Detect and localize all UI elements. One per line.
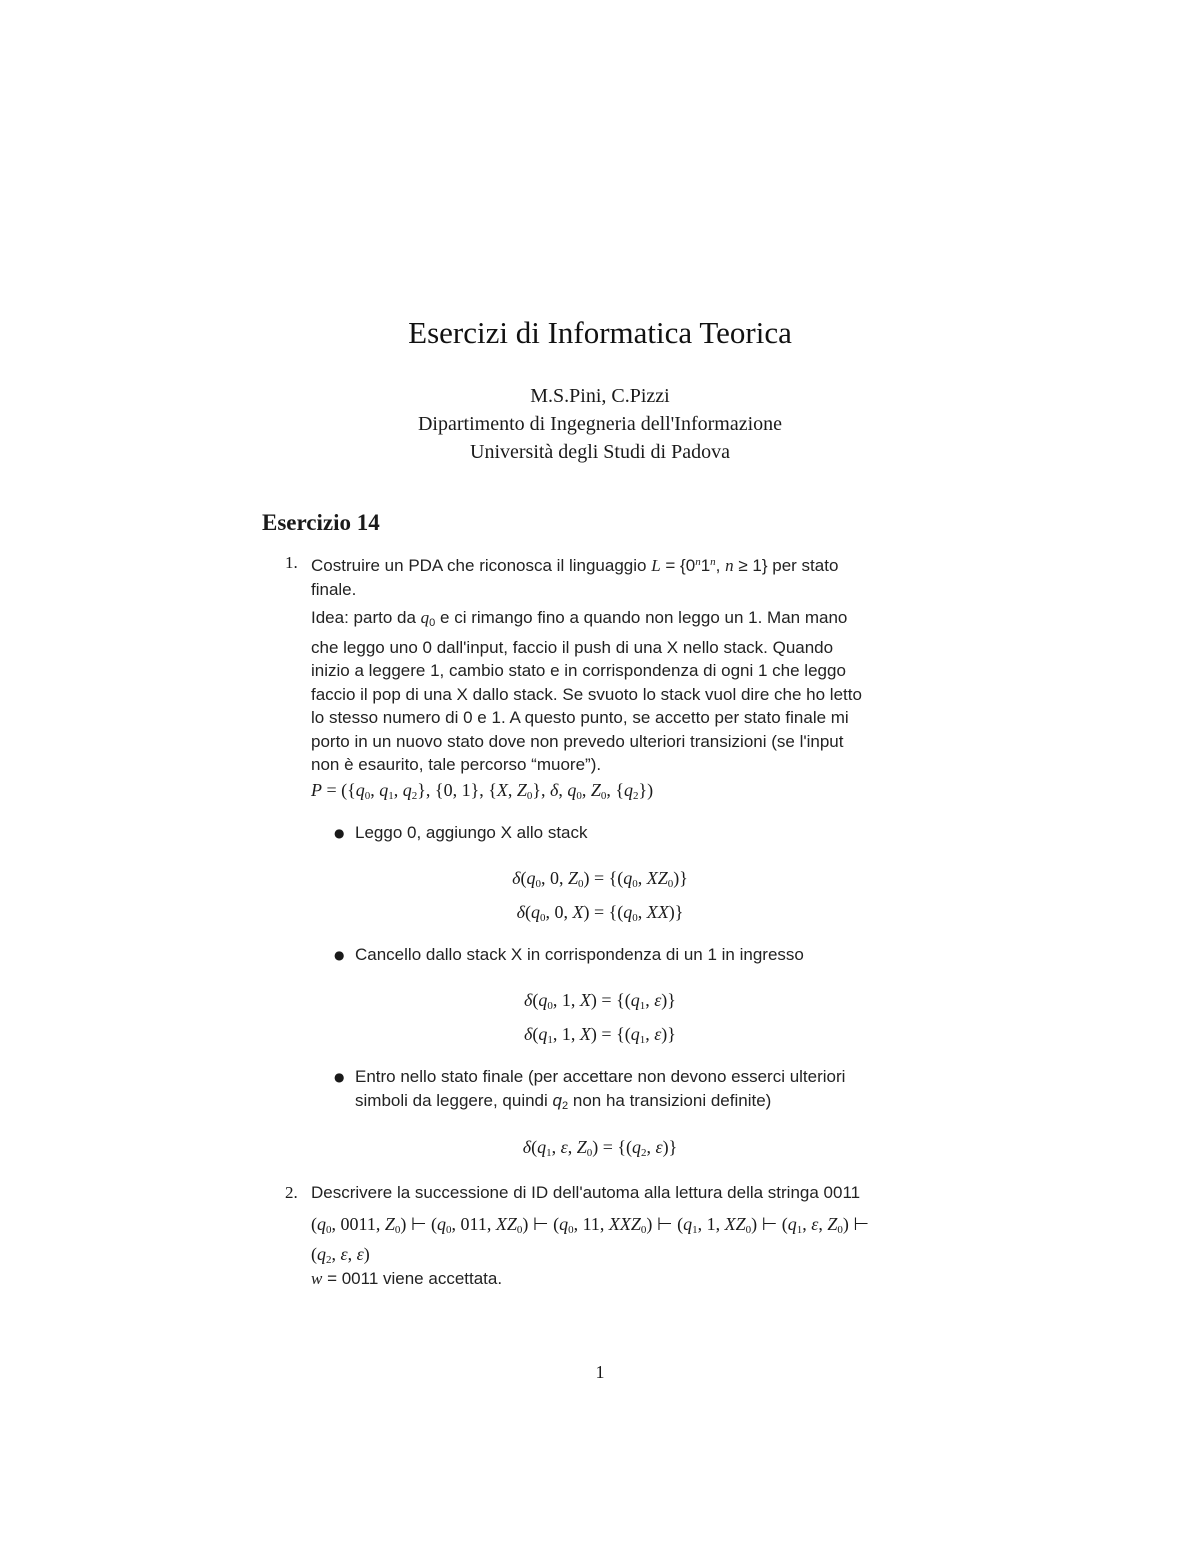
equation: $\delta(q_0$, 1, $X) = \{(q_1$, ε)}	[524, 990, 676, 1012]
paper-title: Esercizi di Informatica Teorica	[408, 315, 792, 350]
bullet-text-1: Leggo 0, aggiungo X allo stack	[355, 823, 588, 842]
item1-statement-a: Costruire un PDA che riconosca il linguaggio	[311, 556, 647, 575]
bullet-icon: ●	[334, 948, 345, 962]
authors: M.S.Pini, C.Pizzi	[530, 385, 670, 407]
section-heading: Esercizio 14	[262, 510, 380, 535]
university: Università degli Studi di Padova	[470, 441, 730, 463]
equation: $\delta(q_1$, 1, $X) = \{(q_1$, ε)}	[524, 1024, 676, 1046]
item2-statement: Descrivere la successione di ID dell'automa alla lettura della stringa 0011	[311, 1183, 861, 1202]
acceptance-line: w = 0011 viene accettata.	[311, 1269, 503, 1288]
pda-definition: $P = (\{q_0$, $q_1$, $q_2$}, {0, 1}, {X, $Z_0$}, δ, $q_0$, $Z_0$, $\{q_2\}$)	[311, 780, 654, 802]
idea-line: porto in un nuovo stato dove non prevedo ulteriori transizioni (se l'input	[311, 731, 844, 751]
item-number-2: 2.	[285, 1183, 298, 1202]
idea-line: che leggo uno 0 dall'input, faccio il push di una X nello stack. Quando	[311, 637, 834, 657]
bullet-text-2: Cancello dallo stack X in corrispondenza di un 1 in ingresso	[355, 945, 804, 964]
idea-line: faccio il pop di una X dallo stack. Se svuoto lo stack vuol dire che ho letto	[311, 684, 862, 704]
idea-line: inizio a leggere 1, cambio stato e in corrispondenza di ogni 1 che leggo	[311, 661, 846, 680]
bullet3-line1: Entro nello stato finale (per accettare non devono esserci ulteriori	[355, 1067, 846, 1086]
idea-first-a: Idea: parto da	[311, 608, 416, 627]
equation: $\delta(q_0$, 0, $X) = \{(q_0$, XX)}	[516, 902, 684, 924]
bullet-icon: ●	[334, 826, 345, 840]
item-number-1: 1.	[285, 553, 298, 572]
page-number: 1	[595, 1362, 605, 1382]
idea-paragraph: Idea: parto da $q_0$ e ci rimango fino a quando non leggo un 1. Man mano che leggo uno 0 dall'input, faccio il push di una X nello stack. Quando inizio a leggere 1, cambio stato e in corrispondenza di ogni 1 che leggo faccio il pop di una X dallo stack. Se svuoto lo stack vuol dire che ho letto lo stesso numero di 0 e 1. A questo punto, se accetto per stato finale mi porto in un nuovo stato dove non prevedo ulteriori transizioni (se l'input non è esaurito, tale percorso “muore”).	[311, 608, 862, 774]
bullet-icon: ●	[334, 1070, 345, 1084]
item1-statement-c: finale.	[311, 579, 357, 599]
equation: $\delta(q_0$, 0, $Z_0) = \{(q_0$, $XZ_0$)}	[512, 868, 688, 890]
acceptance-text: viene accettata.	[383, 1269, 503, 1288]
idea-line: lo stesso numero di 0 e 1. A questo punto, se accetto per stato finale mi	[311, 708, 849, 727]
idea-line: non è esaurito, tale percorso “muore”).	[311, 755, 602, 774]
department: Dipartimento di Ingegneria dell'Informazione	[417, 413, 783, 435]
bullet3-line2-b: non ha transizioni definite)	[572, 1090, 772, 1110]
item1-statement: Costruire un PDA che riconosca il linguaggio $L = \{0^n1^n$, n ≥ 1} per stato finale.	[311, 556, 839, 599]
idea-first-b: e ci rimango fino a quando non leggo un 1. Man mano	[440, 608, 848, 627]
equation: $\delta(q_1$, ε, $Z_0) = \{(q_2$, ε)}	[522, 1137, 678, 1159]
bullet-text-3: Entro nello stato finale (per accettare non devono esserci ulteriori simboli da leggere, quindi $q_2$ non ha transizioni definite)	[355, 1067, 846, 1112]
item1-statement-b: per stato	[772, 556, 839, 575]
bullet3-line2-a: simboli da leggere, quindi	[355, 1090, 548, 1110]
language-definition: L	[651, 556, 661, 575]
id-sequence: ($q_0$, 0011, $Z_0$) ⊢ ($q_0$, 011, $XZ_0$) ⊢ ($q_0$, 11, $XXZ_0$) ⊢ ($q_1$, 1, $XZ_0$) ⊢ ($q_1$, ε, $Z_0$) ⊢ ($q_2$, ε, ε)	[311, 1214, 870, 1266]
